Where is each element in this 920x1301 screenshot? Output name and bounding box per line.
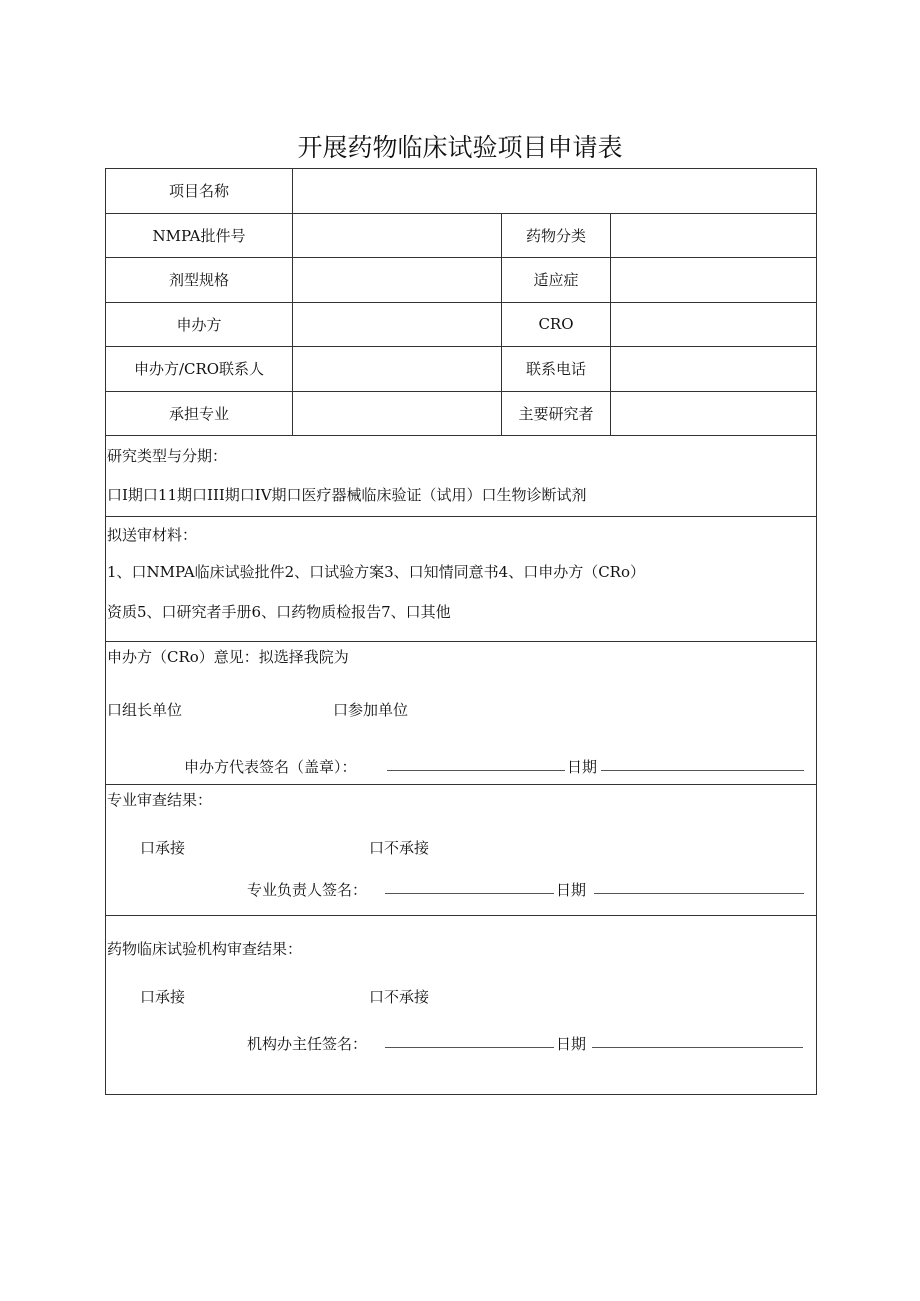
sponsor-opinion-heading: 申办方（CRo）意见：拟选择我院为 — [107, 648, 349, 666]
field-department[interactable] — [293, 391, 502, 436]
field-sponsor[interactable] — [293, 302, 502, 347]
field-indication[interactable] — [611, 258, 817, 303]
institution-date-line[interactable] — [592, 1033, 803, 1052]
row-dosage — [106, 258, 817, 303]
application-form — [105, 168, 817, 1095]
section-materials — [106, 517, 817, 642]
materials-line-2[interactable]: 资质5、口研究者手册6、口药物质检报告7、口其他 — [107, 603, 451, 621]
institution-review-heading: 药物临床试验机构审查结果： — [107, 940, 303, 958]
page-title: 开展药物临床试验项目申请表 — [297, 133, 623, 162]
specialty-signature-label: 专业负责人签名： — [247, 881, 368, 899]
institution-option-accept[interactable]: 口承接 — [140, 988, 186, 1006]
field-contact-phone[interactable] — [611, 347, 817, 392]
sponsor-signature-line[interactable] — [387, 756, 565, 775]
institution-option-reject[interactable]: 口不承接 — [369, 988, 430, 1006]
field-project-name[interactable] — [293, 169, 817, 214]
sponsor-date-line[interactable] — [601, 756, 804, 775]
label-principal-investigator: 主要研究者 — [502, 391, 611, 436]
label-contact-person: 申办方/CRO联系人 — [106, 347, 293, 392]
label-cro: CRO — [502, 302, 611, 347]
row-nmpa — [106, 213, 817, 258]
study-type-heading: 研究类型与分期： — [107, 447, 228, 465]
label-dosage-spec: 剂型规格 — [106, 258, 293, 303]
specialty-option-accept[interactable]: 口承接 — [140, 839, 186, 857]
sponsor-date-label: 日期 — [567, 758, 598, 776]
materials-heading: 拟送审材料： — [107, 526, 198, 544]
specialty-review-heading: 专业审查结果： — [107, 791, 213, 809]
sponsor-signature-label: 申办方代表签名（盖章）： — [184, 758, 357, 776]
row-project-name — [106, 169, 817, 214]
option-lead-unit[interactable]: 口组长单位 — [107, 701, 183, 719]
specialty-option-reject[interactable]: 口不承接 — [369, 839, 430, 857]
label-department: 承担专业 — [106, 391, 293, 436]
field-drug-category[interactable] — [611, 213, 817, 258]
specialty-signature-line[interactable] — [385, 879, 554, 898]
institution-signature-label: 机构办主任签名： — [247, 1035, 368, 1053]
field-nmpa-no[interactable] — [293, 213, 502, 258]
field-dosage-spec[interactable] — [293, 258, 502, 303]
section-study-type — [106, 436, 817, 517]
row-department — [106, 391, 817, 436]
field-principal-investigator[interactable] — [611, 391, 817, 436]
study-type-options[interactable]: 口I期口11期口III期口IV期口医疗器械临床验证（试用）口生物诊断试剂 — [107, 486, 587, 504]
institution-date-label: 日期 — [556, 1035, 587, 1053]
label-project-name: 项目名称 — [106, 169, 293, 214]
label-nmpa-no: NMPA批件号 — [106, 213, 293, 258]
label-drug-category: 药物分类 — [502, 213, 611, 258]
field-contact-person[interactable] — [293, 347, 502, 392]
label-contact-phone: 联系电话 — [502, 347, 611, 392]
specialty-date-label: 日期 — [556, 881, 587, 899]
section-institution-review — [106, 916, 817, 1095]
materials-line-1[interactable]: 1、口NMPA临床试验批件2、口试验方案3、口知情同意书4、口申办方（CRo） — [107, 563, 646, 581]
section-sponsor-opinion — [106, 642, 817, 785]
section-specialty-review — [106, 785, 817, 916]
institution-signature-line[interactable] — [385, 1033, 554, 1052]
option-participant-unit[interactable]: 口参加单位 — [333, 701, 409, 719]
row-sponsor — [106, 302, 817, 347]
row-contact — [106, 347, 817, 392]
field-cro[interactable] — [611, 302, 817, 347]
label-indication: 适应症 — [502, 258, 611, 303]
specialty-date-line[interactable] — [594, 879, 804, 898]
label-sponsor: 申办方 — [106, 302, 293, 347]
